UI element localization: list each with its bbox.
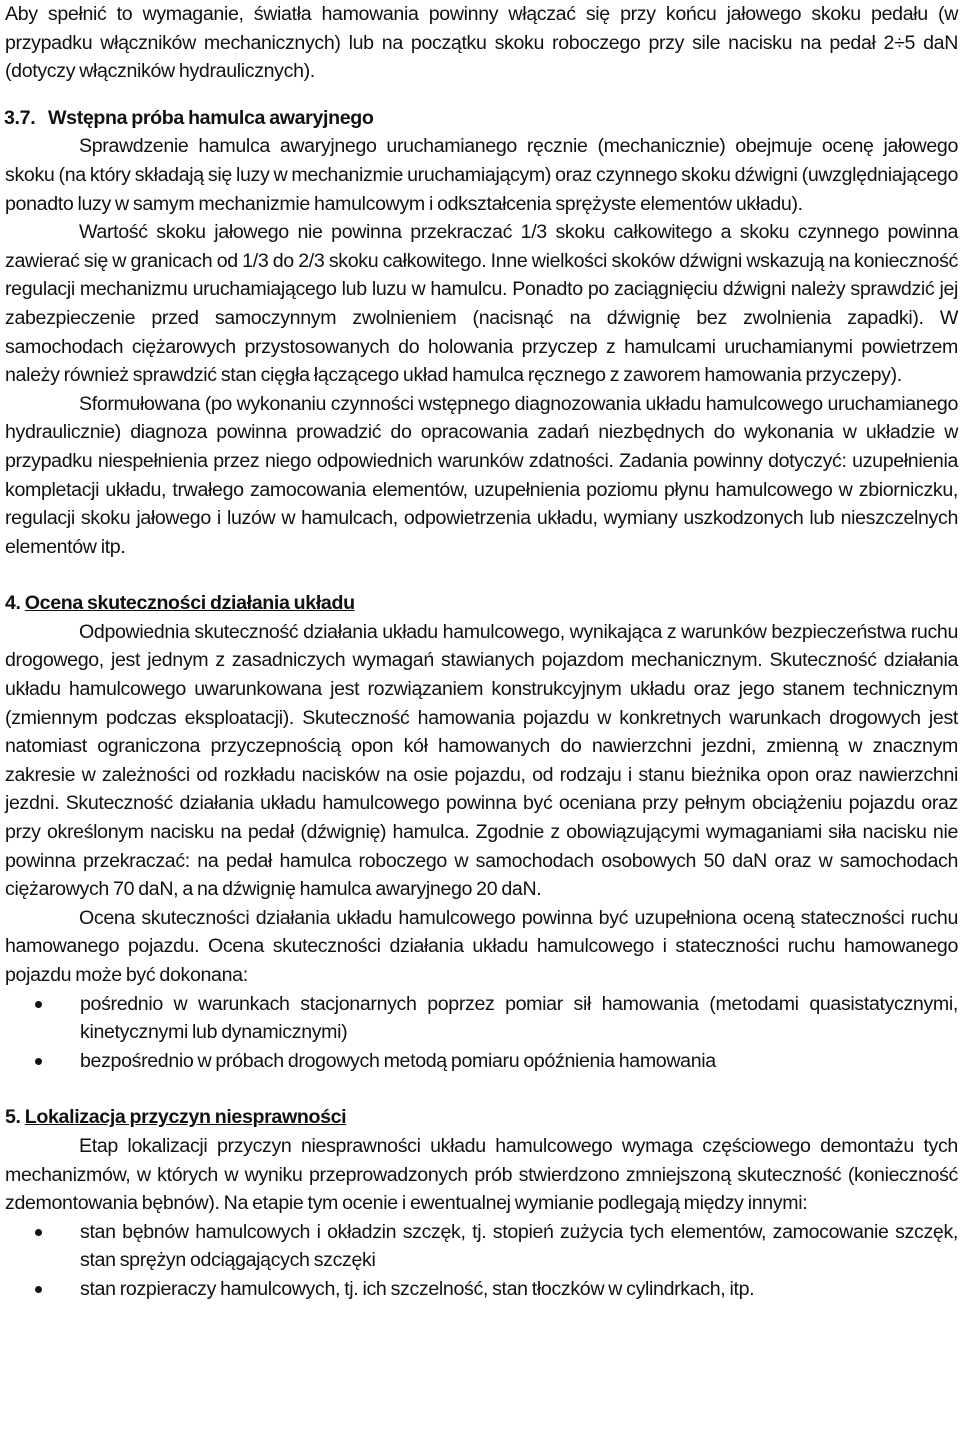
section-5-heading [5, 1103, 958, 1132]
bullet-list [5, 990, 958, 1076]
paragraph: Ocena skuteczności działania układu hamulcowego powinna być uzupełniona oceną stateczności ruchu hamowanego pojazdu. Ocena skuteczności działania układu hamulcowego i stateczności ruchu hamowanego pojazdu może być dokonana: [5, 906, 958, 986]
paragraph: Odpowiednia skuteczność działania układu hamulcowego, wynikająca z warunków bezpieczeństwa ruchu drogowego, jest jednym z zasadniczych wymagań stawianych pojazdom mechanicznym. Skuteczność działania układu hamulcowego uwarunkowana jest rozwiązaniem konstrukcyjnym układu oraz jego stanem technicznym (zmiennym podczas eksploatacji). Skuteczność hamowania pojazdu w konkretnych warunkach drogowych jest natomiast ograniczona przyczepnością opon kół hamowanych do nawierzchni jezdni, zmienną w znacznym zakresie w zależności od rozkładu nacisków na osie pojazdu, od rodzaju i stanu bieżnika opon oraz nawierzchni jezdni. Skuteczność działania układu hamulcowego powinna być oceniana przy pełnym obciążeniu pojazdu oraz przy określonym nacisku na pedał (dźwignię) hamulca. Zgodnie z obowiązującymi wymaganiami siła nacisku nie powinna przekraczać: na pedał hamulca roboczego w samochodach osobowych 50 daN oraz w samochodach ciężarowych 70 daN, a na dźwignię hamulca awaryjnego 20 daN. [5, 620, 958, 901]
paragraph: Wartość skoku jałowego nie powinna przekraczać 1/3 skoku całkowitego a skoku czynnego powinna zawierać się w granicach od 1/3 do 2/3 skoku całkowitego. Inne wielkości skoków dźwigni wskazują na konieczność regulacji mechanizmu uruchamiającego lub luzu w hamulcu. Ponadto po zaciągnięciu dźwigni należy sprawdzić jej zabezpieczenie przed samoczynnym zwolnieniem (nacisnąć na dźwignię bez zwolnienia zapadki). W samochodach ciężarowych przystosowanych do holowania przyczep z hamulcami uruchamianymi powietrzem należy również sprawdzić stan cięgła łączącego układ hamulca ręcznego z zaworem hamowania przyczepy). [5, 221, 958, 387]
paragraph: Sformułowana (po wykonaniu czynności wstępnego diagnozowania układu hamulcowego uruchamianego hydraulicznie) diagnoza powinna prowadzić do opracowania zadań niezbędnych do wykonania w układzie w przypadku niespełnienia przez niego odpowiednich warunków zdatności. Zadania powinny dotyczyć: uzupełnienia kompletacji układu, trwałego zamocowania elementów, uzupełnienia poziomu płynu hamulcowego w zbiorniczku, regulacji skoku jałowego i luzów w hamulcach, odpowietrzenia układu, wymiany uszkodzonych lub nieszczelnych elementów itp. [5, 392, 958, 558]
list-item: bezpośrednio w próbach drogowych metodą pomiaru opóźnienia hamowania [5, 1047, 958, 1076]
bullet-icon [35, 1001, 42, 1008]
section-4-heading [5, 589, 958, 618]
section-title: Wstępna próba hamulca awaryjnego [48, 106, 374, 129]
section-title: Lokalizacja przyczyn niesprawności [24, 1106, 347, 1129]
bullet-icon [35, 1286, 42, 1293]
bullet-icon [35, 1229, 42, 1236]
section-3-7-heading [5, 104, 958, 133]
intro-paragraph: Aby spełnić to wymaganie, światła hamowania powinny włączać się przy końcu jałowego skoku pedału (w przypadku włączników mechanicznych) lub na początku skoku roboczego przy sile nacisku na pedał 2÷5 daN (dotyczy włączników hydraulicznych). [5, 3, 958, 83]
section-number: 4. [5, 592, 21, 615]
paragraph: Sprawdzenie hamulca awaryjnego uruchamianego ręcznie (mechanicznie) obejmuje ocenę jałowego skoku (na który składają się luzy w mechanizmie uruchamiającym) oraz czynnego skoku dźwigni (uwzględniającego ponadto luzy w samym mechanizmie hamulcowym i odkształcenia sprężyste elementów układu). [5, 135, 958, 215]
bullet-list [5, 1218, 958, 1304]
section-title: Ocena skuteczności działania układu [24, 592, 355, 615]
section-number: 3.7. [4, 106, 36, 129]
list-item: stan bębnów hamulcowych i okładzin szczęk, tj. stopień zużycia tych elementów, zamocowanie szczęk, stan sprężyn odciągających szczęki [5, 1218, 958, 1275]
list-item: pośrednio w warunkach stacjonarnych poprzez pomiar sił hamowania (metodami quasistatycznymi, kinetycznymi lub dynamicznymi) [5, 990, 958, 1047]
list-item: stan rozpieraczy hamulcowych, tj. ich szczelność, stan tłoczków w cylindrkach, itp. [5, 1275, 958, 1304]
paragraph: Etap lokalizacji przyczyn niesprawności układu hamulcowego wymaga częściowego demontażu tych mechanizmów, w których w wyniku przeprowadzonych prób stwierdzono zmniejszoną skuteczność (konieczność zdemontowania bębnów). Na etapie tym ocenie i ewentualnej wymianie podlegają między innymi: [5, 1134, 958, 1215]
section-number: 5. [5, 1106, 21, 1129]
bullet-icon [35, 1058, 42, 1065]
